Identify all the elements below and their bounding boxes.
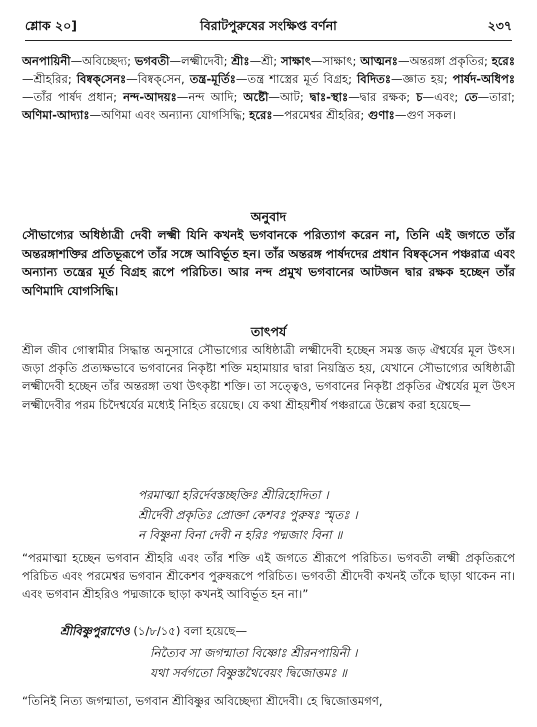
synonym-meaning: —সাক্ষাৎ; xyxy=(310,54,361,68)
header-rule xyxy=(25,40,512,41)
synonym-meaning: —অবিচ্ছেদ্য; xyxy=(70,54,135,68)
synonym-term: হরেঃ xyxy=(491,54,515,68)
chapter-title: বিরাটপুরুষের সংক্ষিপ্ত বর্ণনা xyxy=(200,18,337,33)
synonym-meaning: —লক্ষ্মীদেবী; xyxy=(169,54,232,68)
synonym-meaning: —তন্ত্র শাস্ত্রের মূর্ত বিগ্রহ; xyxy=(235,72,357,86)
synonym-term: তন্ত্র-মূর্তিঃ xyxy=(189,72,236,86)
synonym-meaning: —এবং; xyxy=(422,90,465,104)
synonym-meaning: —শ্রী; xyxy=(249,54,281,68)
synonym-meaning: —জ্ঞাত হয়; xyxy=(391,72,453,86)
verse-line: পরমাত্মা হরির্দেবস্তচ্ছক্তিঃ শ্রীরিহোদিতা । xyxy=(138,488,329,502)
synonym-term: ভগবতী xyxy=(134,54,170,68)
synonym-meaning: —শ্রীহরির; xyxy=(22,72,77,86)
verse-line: যথা সর্বগতো বিষ্ণুস্তথৈবেয়ং দ্বিজোত্তমঃ ॥ xyxy=(150,666,347,680)
reference-text: (১/৮/১৫) বলা হয়েছে— xyxy=(133,624,248,638)
synonym-term: গুণাঃ xyxy=(368,108,395,122)
purport-paragraph-3: “তিনিই নিত্য জগন্মাতা, ভগবান শ্রীবিষ্ণুর অবিচ্ছেদ্যা শ্রীদেবী। হে দ্বিজোত্তমগণ, xyxy=(22,694,383,708)
verse-line: শ্রীর্দেবী প্রকৃতিঃ প্রোক্তা কেশবঃ পুরুষঃ স্মৃতঃ । xyxy=(138,508,358,522)
synonym-term: তে xyxy=(464,90,478,104)
synonym-meaning: —দ্বার রক্ষক; xyxy=(348,90,417,104)
synonym-meaning: —নন্দ আদি; xyxy=(176,90,244,104)
synonym-term: অণিমা-আদ্যাঃ xyxy=(22,108,90,122)
synonym-term: বিদিতঃ xyxy=(356,72,392,86)
synonym-term: নন্দ-আদয়ঃ xyxy=(123,90,177,104)
page-number: ২৩৭ xyxy=(487,18,512,33)
synonym-term: হরেঃ xyxy=(249,108,273,122)
sanskrit-verse-1 xyxy=(138,485,358,545)
synonym-term: সাক্ষাৎ xyxy=(280,54,311,68)
synonym-meaning: —তাঁর পার্ষদ প্রধান; xyxy=(22,90,124,104)
synonym-meaning: —আট; xyxy=(268,90,310,104)
reference-source: শ্রীবিষ্ণুপুরাণেও xyxy=(60,624,130,638)
synonym-meaning: —পরমেশ্বর শ্রীহরির; xyxy=(272,108,369,122)
synonym-term: দ্বাঃ-স্থাঃ xyxy=(309,90,349,104)
scripture-reference xyxy=(60,623,247,642)
verse-line: ন বিষ্ণুনা বিনা দেবী ন হরিঃ পদ্মজাং বিনা ॥ xyxy=(138,528,343,542)
synonym-term: বিষ্বক্‌সেনঃ xyxy=(76,72,127,86)
synonym-term: শ্রীঃ xyxy=(231,54,250,68)
synonym-term: অষ্টৌ xyxy=(243,90,269,104)
synonym-term: আত্মনঃ xyxy=(360,54,398,68)
translation-text: সৌভাগ্যের অধিষ্ঠাত্রী দেবী লক্ষ্মী যিনি কখনই ভগবানকে পরিত্যাগ করেন না, তিনি এই জগতে তাঁর অন্তরঙ্গাশক্তির প্রতিভূরূপে তাঁর সঙ্গে আবির্ভূত হন। তাঁর অন্তরঙ্গ পার্ষদদের প্রধান বিষ্বক্‌সেন পঞ্চরাত্র এবং অন্যান্য তন্ত্রের মূর্ত বিগ্রহ রূপে পরিচিত। আর নন্দ প্রমুখ ভগবানের আটজন দ্বার রক্ষক হচ্ছেন তাঁর অণিমাদি যোগসিদ্ধি। xyxy=(22,228,515,298)
sanskrit-verse-2 xyxy=(150,643,357,683)
purport-paragraph-1: শ্রীল জীব গোস্বামীর সিদ্ধান্ত অনুসারে সৌভাগ্যের অধিষ্ঠাত্রী লক্ষ্মীদেবী হচ্ছেন সমস্ত জড় ঐশ্বর্যের মূল উৎস। জড়া প্রকৃতি প্রত্যক্ষভাবে ভগবানের নিকৃষ্টা শক্তি মহামায়ার দ্বারা নিয়ন্ত্রিত হয়, যেখানে সৌভাগ্যের অধিষ্ঠাত্রী লক্ষ্মীদেবী হচ্ছেন তাঁর অন্তরঙ্গা তথা উৎকৃষ্টা শক্তি। তা সত্ত্বেও, ভগবানের নিকৃষ্টা প্রকৃতির ঐশ্বর্যের মূল উৎস লক্ষ্মীদেবীর পরম চিদৈশ্বর্যের মধ্যেই নিহিত রয়েছে। যে কথা শ্রীহয়শীর্ষ পঞ্চরাত্রে উল্লেখ করা হয়েছে— xyxy=(22,343,515,412)
running-header xyxy=(25,18,512,38)
word-for-word-synonyms xyxy=(22,52,515,124)
synonym-meaning: —অন্তরঙ্গা প্রকৃতির; xyxy=(397,54,492,68)
synonym-term: অনপায়িনী xyxy=(22,54,71,68)
purport-heading: তাৎপর্য xyxy=(250,324,287,339)
synonym-meaning: —বিষ্বক্‌সেন, xyxy=(126,72,190,86)
translation-heading: অনুবাদ xyxy=(250,209,287,224)
purport-section xyxy=(22,323,515,414)
synonym-meaning: —অণিমা এবং অন্যান্য যোগসিদ্ধি; xyxy=(89,108,250,122)
synonym-meaning: —গুণ সকল। xyxy=(394,108,457,122)
verse-number: শ্লোক ২০] xyxy=(25,18,77,33)
verse-line: নিত্যৈব সা জগন্মাতা বিষ্ণোঃ শ্রীরনপায়িনী । xyxy=(150,646,358,660)
synonym-term: চ xyxy=(416,90,423,104)
purport-paragraph-2: “পরমাত্মা হচ্ছেন ভগবান শ্রীহরি এবং তাঁর শক্তি এই জগতে শ্রীরূপে পরিচিত। ভগবতী লক্ষ্মী প্রকৃতিরূপে পরিচিত এবং পরমেশ্বর ভগবান শ্রীকেশব পুরুষরূপে পরিচিত। ভগবতী শ্রীদেবী কখনই তাঁকে ছাড়া থাকেন না। এবং ভগবান শ্রীহরিও পদ্মজাকে ছাড়া কখনই আবির্ভূত হন না।” xyxy=(22,551,515,602)
synonym-term: পার্ষদ-অধিপঃ xyxy=(452,72,516,86)
translation-section xyxy=(22,208,515,300)
synonym-meaning: —তারা; xyxy=(477,90,515,104)
